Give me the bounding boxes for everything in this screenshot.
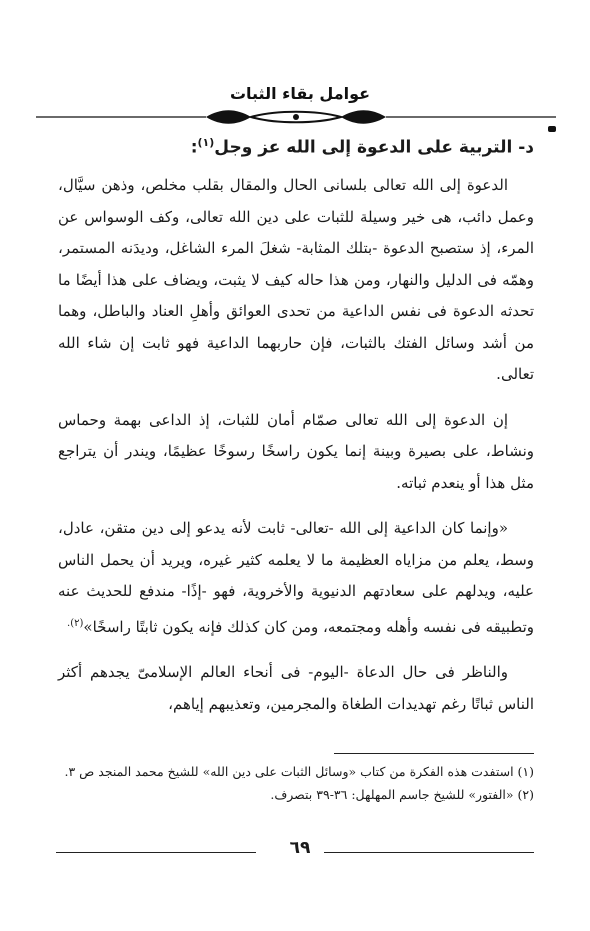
- paragraph-4-text: والناظر فى حال الدعاة -اليوم- فى أنحاء العالم الإسلامىّ يجدهم أكثر الناس ثباتًا رغم تهديدات الطغاة والمجرمين، وتعذيبهم إياهم،: [58, 663, 534, 713]
- paragraph-2: [58, 405, 534, 500]
- paragraph-3: [58, 513, 534, 643]
- footnote-separator: [334, 753, 534, 754]
- page-number: ٦٩: [289, 838, 311, 858]
- margin-mark: [548, 126, 556, 132]
- header-ornament-rule: [36, 106, 556, 128]
- section-heading-colon: :: [190, 137, 198, 158]
- paragraph-1: [58, 170, 534, 391]
- footnotes: [58, 760, 534, 806]
- footer-rule-left: [56, 852, 256, 853]
- footnote-ref-1: (١): [197, 136, 215, 149]
- paragraph-1-text: الدعوة إلى الله تعالى بلسانى الحال والمقال بقلب مخلص، وذهن سيَّال، وعمل دائب، هى خير وسيلة للثبات على دين الله تعالى، وكف الوسواس عن المرء، إذ ستصبح الدعوة -بتلك المثابة- شغلَ المرء الشاغل، وديدَنه المستمر، وهمّه فى الدليل والنهار، ومن هذا حاله كيف لا يثبت، ويضاف على هذا أيضًا ما تحدثه الدعوة فى نفس الداعية من تحدى العوائق وأهلِ العناد والباطل، وهما من أشد وسائل الفتك بالثبات، فإن حاربهما الداعية فهو ثابت إن شاء الله تعالى.: [58, 176, 534, 383]
- paragraph-3-text: «وإنما كان الداعية إلى الله -تعالى- ثابت لأنه يدعو إلى دين متقن، عادل، وسط، يعلم من مزاياه العظيمة ما لا يعلمه كثير غيره، ويريد أن يحمل الناس عليه، ويدلهم على سعادتهم الدنيوية والأخروية، فهو -إذًا- مندفع للحديث عنه وتطبيقه فى نفسه وأهله ومجتمعه، ومن كان كذلك فإنه يكون ثابتًا راسخًا»: [58, 519, 534, 636]
- body-text: [58, 170, 534, 734]
- section-heading-text: د- التربية على الدعوة إلى الله عز وجل: [214, 137, 534, 158]
- footer-rule-right: [324, 852, 534, 853]
- footnote-2: (٢) «الفتور» للشيخ جاسم المهلهل: ٣٦-٣٩ بتصرف.: [270, 787, 534, 802]
- running-title: عوامل بقاء الثبات: [229, 84, 371, 103]
- footnote-1: (١) استفدت هذه الفكرة من كتاب «وسائل الثبات على دين الله» للشيخ محمد المنجد ص ٣.: [64, 764, 534, 779]
- section-heading: [64, 130, 534, 161]
- footnote-ref-2: (٢).: [67, 617, 84, 629]
- paragraph-2-text: إن الدعوة إلى الله تعالى صمّام أمان للثبات، إذ الداعى بهمة وحماس ونشاط، على بصيرة وبينة إنما يكون راسخًا رسوخًا عظيمًا، ويندر أن يتراجع مثل هذا أو ينعدم ثباته.: [58, 410, 534, 492]
- paragraph-4: [58, 657, 534, 720]
